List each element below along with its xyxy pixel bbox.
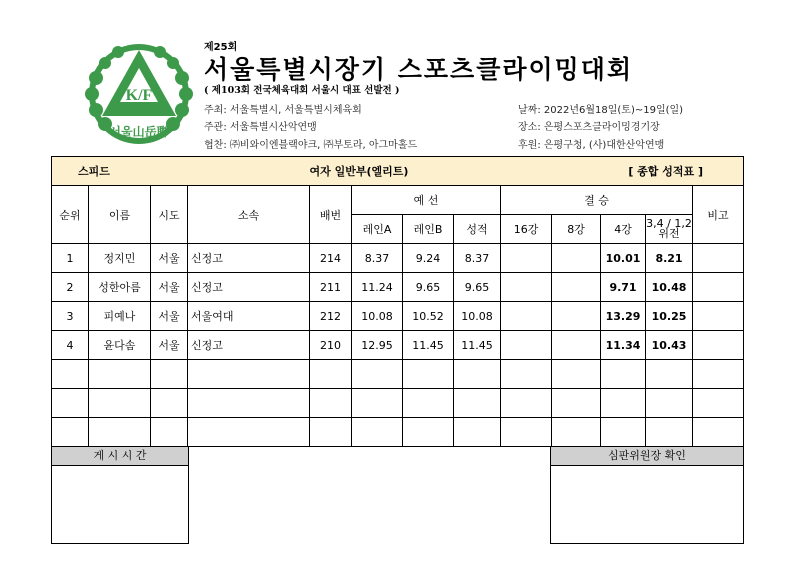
col-r4: 4강 [601,215,646,244]
date-info: 날짜: 2022년6월18일(토)~19일(일) [518,105,684,116]
col-lane-b: 레인B [403,215,454,244]
cell-note [693,302,744,331]
col-lane-a: 레인A [352,215,403,244]
empty-cell [403,360,454,389]
table-banner [52,157,744,186]
cell-r4: 10.01 [601,244,646,273]
empty-cell [693,418,744,447]
empty-cell [403,418,454,447]
cell-bib: 211 [310,273,352,302]
cell-r8 [552,331,601,360]
cell-lane-b: 9.65 [403,273,454,302]
empty-cell [89,360,151,389]
cell-region: 서울 [151,302,188,331]
event-label: 스피드 [52,157,310,186]
col-note: 비고 [693,186,744,244]
empty-row [52,418,744,447]
cell-team: 신정고 [188,331,310,360]
cell-medal: 10.25 [646,302,693,331]
empty-cell [552,418,601,447]
cell-r16 [501,302,552,331]
empty-cell [601,418,646,447]
empty-cell [601,389,646,418]
page-title: 서울특별시장기 스포츠클라이밍대회 [204,55,634,84]
judge-confirm-box [550,446,744,544]
empty-cell [52,418,89,447]
cell-bib: 210 [310,331,352,360]
table-row [52,302,744,331]
cell-lane-b: 10.52 [403,302,454,331]
cell-r8 [552,244,601,273]
cell-r16 [501,331,552,360]
empty-cell [646,418,693,447]
cell-medal: 8.21 [646,244,693,273]
empty-cell [552,389,601,418]
empty-cell [188,389,310,418]
cell-team: 신정고 [188,273,310,302]
federation-logo [78,38,200,150]
cell-r8 [552,302,601,331]
cell-record: 9.65 [454,273,501,302]
empty-cell [552,360,601,389]
posting-time-label: 게 시 시 간 [52,447,188,466]
posting-time-box [51,446,189,544]
empty-cell [454,360,501,389]
col-region: 시도 [151,186,188,244]
category-label: 여자 일반부(엘리트) [310,157,552,186]
empty-cell [352,389,403,418]
cell-bib: 212 [310,302,352,331]
judge-confirm-label: 심판위원장 확인 [551,447,743,466]
col-record: 성적 [454,215,501,244]
cell-rank: 3 [52,302,89,331]
cell-record: 10.08 [454,302,501,331]
cell-medal: 10.48 [646,273,693,302]
empty-cell [188,418,310,447]
col-r16: 16강 [501,215,552,244]
cell-r16 [501,244,552,273]
col-medal: 3,4 / 1,2위전 [646,215,693,244]
cell-bib: 214 [310,244,352,273]
cell-name: 윤다솜 [89,331,151,360]
empty-cell [454,389,501,418]
host-info: 주최: 서울특별시, 서울특별시체육회 [204,105,362,116]
empty-cell [89,389,151,418]
cell-rank: 1 [52,244,89,273]
empty-cell [188,360,310,389]
empty-cell [89,418,151,447]
cell-region: 서울 [151,273,188,302]
empty-cell [501,360,552,389]
cell-lane-b: 11.45 [403,331,454,360]
col-name: 이름 [89,186,151,244]
edition-label: 제25회 [204,42,238,53]
venue-info: 장소: 은평스포츠클라이밍경기장 [518,122,660,133]
empty-cell [693,360,744,389]
table-row [52,244,744,273]
empty-cell [310,360,352,389]
empty-cell [151,418,188,447]
header-row [52,186,744,215]
cell-r4: 9.71 [601,273,646,302]
col-final: 결 승 [501,186,693,215]
empty-cell [310,389,352,418]
empty-row [52,360,744,389]
empty-cell [454,418,501,447]
col-r8: 8강 [552,215,601,244]
col-qualification: 예 선 [352,186,501,215]
cell-record: 8.37 [454,244,501,273]
cell-team: 서울여대 [188,302,310,331]
cell-record: 11.45 [454,331,501,360]
cell-lane-a: 12.95 [352,331,403,360]
cell-r4: 11.34 [601,331,646,360]
cell-lane-a: 11.24 [352,273,403,302]
cell-rank: 4 [52,331,89,360]
col-bib: 배번 [310,186,352,244]
empty-cell [310,418,352,447]
cell-name: 피예나 [89,302,151,331]
report-label: [ 종합 성적표 ] [552,157,744,186]
table-row [52,273,744,302]
empty-cell [52,360,89,389]
page-subtitle: ( 제103회 전국체육대회 서울시 대표 선발전 ) [204,85,400,96]
support-info: 후원: 은평구청, (사)대한산악연맹 [518,140,665,151]
cell-medal: 10.43 [646,331,693,360]
empty-cell [646,360,693,389]
empty-cell [151,360,188,389]
cell-note [693,273,744,302]
cell-note [693,331,744,360]
cell-note [693,244,744,273]
cell-name: 성한아름 [89,273,151,302]
empty-cell [52,389,89,418]
cell-r8 [552,273,601,302]
empty-cell [646,389,693,418]
cell-rank: 2 [52,273,89,302]
cell-lane-b: 9.24 [403,244,454,273]
empty-cell [352,360,403,389]
empty-cell [501,418,552,447]
logo-kf-text: K/F [125,87,153,104]
cell-lane-a: 10.08 [352,302,403,331]
empty-cell [352,418,403,447]
table-row [52,331,744,360]
cell-r4: 13.29 [601,302,646,331]
sponsor-info: 협찬: ㈜비와이엔블랙야크, ㈜부토라, 아그마홀드 [204,140,418,151]
col-team: 소속 [188,186,310,244]
empty-row [52,389,744,418]
results-table [51,156,744,447]
col-rank: 순위 [52,186,89,244]
cell-region: 서울 [151,244,188,273]
cell-lane-a: 8.37 [352,244,403,273]
empty-cell [403,389,454,418]
cell-name: 정지민 [89,244,151,273]
organizer-info: 주관: 서울특별시산악연맹 [204,122,317,133]
empty-cell [151,389,188,418]
results-body [52,244,744,447]
cell-r16 [501,273,552,302]
cell-team: 신정고 [188,244,310,273]
empty-cell [501,389,552,418]
cell-region: 서울 [151,331,188,360]
empty-cell [601,360,646,389]
empty-cell [693,389,744,418]
logo-org-text: 서울山岳聯 [109,125,169,139]
